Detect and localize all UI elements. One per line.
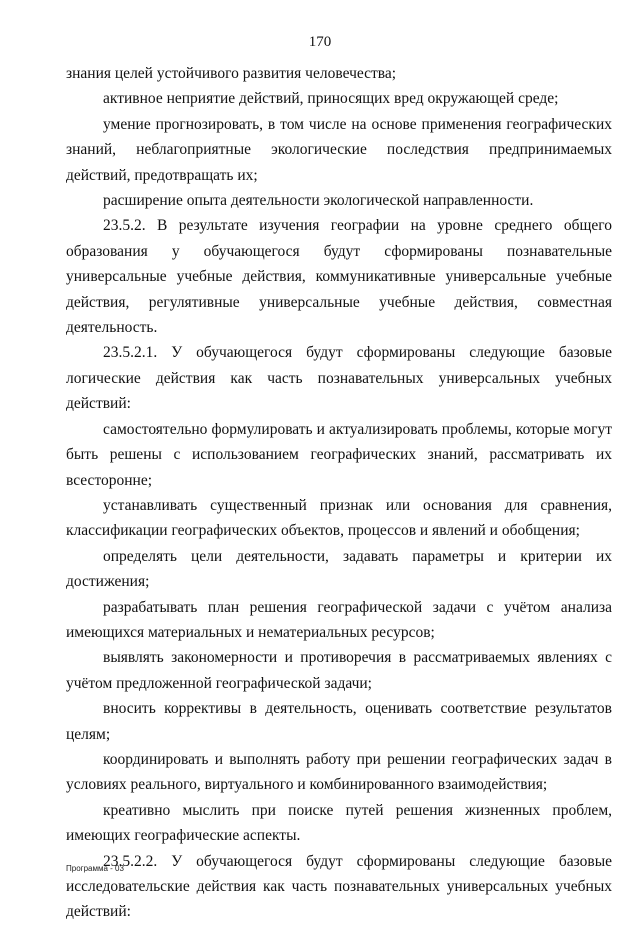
paragraph: координировать и выполнять работу при решении географических задач в условиях реального, виртуального и комбинированного взаимодействия; <box>66 750 612 794</box>
paragraph: креативно мыслить при поиске путей решения жизненных проблем, имеющих географические аспекты. <box>66 801 612 845</box>
page-number: 170 <box>308 34 332 50</box>
paragraph: разрабатывать план решения географической задачи с учётом анализа имеющихся материальных и нематериальных ресурсов; <box>66 598 612 641</box>
document-body <box>66 61 612 925</box>
paragraph: определять цели деятельности, задавать параметры и критерии их достижения; <box>66 547 612 591</box>
paragraph: самостоятельно формулировать и актуализировать проблемы, которые могут быть решены с использованием географических знаний, рассматривать их всесторонне; <box>66 420 612 489</box>
paragraph: выявлять закономерности и противоречия в рассматриваемых явлениях с учётом предложенной географической задачи; <box>66 649 612 692</box>
paragraph: активное неприятие действий, приносящих вред окружающей среде; <box>103 90 559 108</box>
section-paragraph-23-5-2-2: 23.5.2.2. У обучающегося будут сформированы следующие базовые исследовательские действия как часть познавательных универсальных учебных действий: <box>66 852 612 921</box>
paragraph: устанавливать существенный признак или основания для сравнения, классификации географических объектов, процессов и явлений и обобщения; <box>66 496 612 540</box>
paragraph: вносить коррективы в деятельность, оценивать соответствие результатов целям; <box>66 700 612 743</box>
paragraph-continuation: знания целей устойчивого развития человечества; <box>66 65 397 82</box>
paragraph: умение прогнозировать, в том числе на основе применения географических знаний, неблагоприятные экологические последствия предпринимаемых действий, предотвращать их; <box>66 115 612 184</box>
section-paragraph-23-5-2-1: 23.5.2.1. У обучающегося будут сформированы следующие базовые логические действия как часть познавательных универсальных учебных действий: <box>66 344 612 413</box>
footer-label: Программа - 03 <box>66 864 124 873</box>
paragraph: расширение опыта деятельности экологической направленности. <box>103 192 534 210</box>
section-paragraph-23-5-2: 23.5.2. В результате изучения географии на уровне среднего общего образования у обучающегося будут сформированы познавательные универсальные учебные действия, коммуникативные универсальные учебные действия, регулятивные универсальные учебные действия, совместная деятельность. <box>66 217 612 337</box>
